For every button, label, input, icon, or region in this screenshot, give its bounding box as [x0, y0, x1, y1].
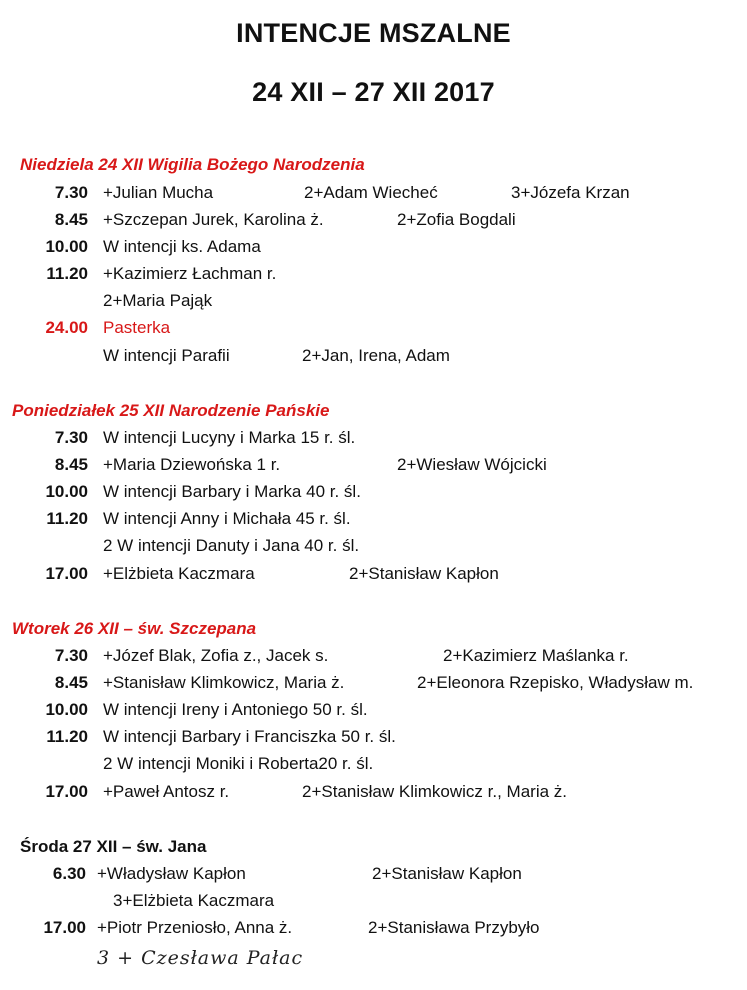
intention: 2+Zofia Bogdali — [397, 210, 516, 229]
date-range: 24 XII – 27 XII 2017 — [252, 77, 495, 107]
day-heading-tuesday: Wtorek 26 XII – św. Szczepana — [12, 619, 257, 638]
intention: W intencji Barbary i Franciszka 50 r. śl. — [103, 727, 396, 746]
intention: 2+Wiesław Wójcicki — [397, 455, 547, 474]
intention: W intencji Parafii — [103, 346, 230, 365]
intention: W intencji ks. Adama — [103, 237, 261, 256]
day-heading-wednesday: Środa 27 XII – św. Jana — [20, 837, 207, 856]
intention: +Paweł Antosz r. — [103, 782, 230, 801]
mass-time: 6.30 — [52, 864, 86, 883]
intention: W intencji Lucyny i Marka 15 r. śl. — [103, 428, 356, 447]
intention: +Julian Mucha — [103, 183, 214, 202]
intention: Pasterka — [103, 318, 171, 337]
intention: 2+Maria Pająk — [103, 291, 213, 310]
mass-time: 10.00 — [45, 237, 88, 256]
intention: W intencji Ireny i Antoniego 50 r. śl. — [103, 700, 368, 719]
page-title: INTENCJE MSZALNE — [236, 18, 511, 48]
day-heading-monday: Poniedziałek 25 XII Narodzenie Pańskie — [12, 401, 330, 420]
intention: 2+Jan, Irena, Adam — [302, 346, 450, 365]
mass-time: 7.30 — [54, 183, 88, 202]
intention: 2+Adam Wiecheć — [304, 183, 438, 202]
intention: +Kazimierz Łachman r. — [103, 264, 277, 283]
intention: 2+Eleonora Rzepisko, Władysław m. — [417, 673, 694, 692]
intention: 2+Kazimierz Maślanka r. — [443, 646, 629, 665]
mass-time: 11.20 — [46, 727, 88, 746]
intention: 2 W intencji Moniki i Roberta20 r. śl. — [103, 754, 374, 773]
mass-time: 8.45 — [54, 210, 88, 229]
intention: +Piotr Przeniosło, Anna ż. — [97, 918, 293, 937]
mass-time: 7.30 — [54, 646, 88, 665]
intention: 2+Stanisław Klimkowicz r., Maria ż. — [302, 782, 567, 801]
intention: 2 W intencji Danuty i Jana 40 r. śl. — [103, 536, 360, 555]
mass-time: 7.30 — [54, 428, 88, 447]
intention: W intencji Barbary i Marka 40 r. śl. — [103, 482, 361, 501]
mass-time: 11.20 — [46, 509, 88, 528]
intention: +Józef Blak, Zofia z., Jacek s. — [103, 646, 329, 665]
intention: 3+Elżbieta Kaczmara — [113, 891, 275, 910]
mass-time: 8.45 — [54, 673, 88, 692]
intention: 2+Stanisława Przybyło — [368, 918, 540, 937]
intention: 2+Stanisław Kapłon — [349, 564, 499, 583]
intention: 3+Józefa Krzan — [511, 183, 630, 202]
intention: W intencji Anny i Michała 45 r. śl. — [103, 509, 351, 528]
intention: +Szczepan Jurek, Karolina ż. — [103, 210, 324, 229]
intention: +Maria Dziewońska 1 r. — [103, 455, 281, 474]
handwritten-intention: 3 + Czesława Pałac — [97, 947, 304, 969]
mass-time: 10.00 — [45, 700, 88, 719]
intention: +Władysław Kapłon — [97, 864, 246, 883]
day-heading-sunday: Niedziela 24 XII Wigilia Bożego Narodzenia — [20, 155, 365, 174]
mass-time: 10.00 — [45, 482, 88, 501]
mass-time: 8.45 — [54, 455, 88, 474]
mass-time: 17.00 — [45, 564, 88, 583]
intention: +Stanisław Klimkowicz, Maria ż. — [103, 673, 345, 692]
intention: 2+Stanisław Kapłon — [372, 864, 522, 883]
mass-time: 24.00 — [45, 318, 88, 337]
mass-time: 17.00 — [43, 918, 86, 937]
mass-time: 11.20 — [46, 264, 88, 283]
mass-time: 17.00 — [45, 782, 88, 801]
intention: +Elżbieta Kaczmara — [103, 564, 255, 583]
